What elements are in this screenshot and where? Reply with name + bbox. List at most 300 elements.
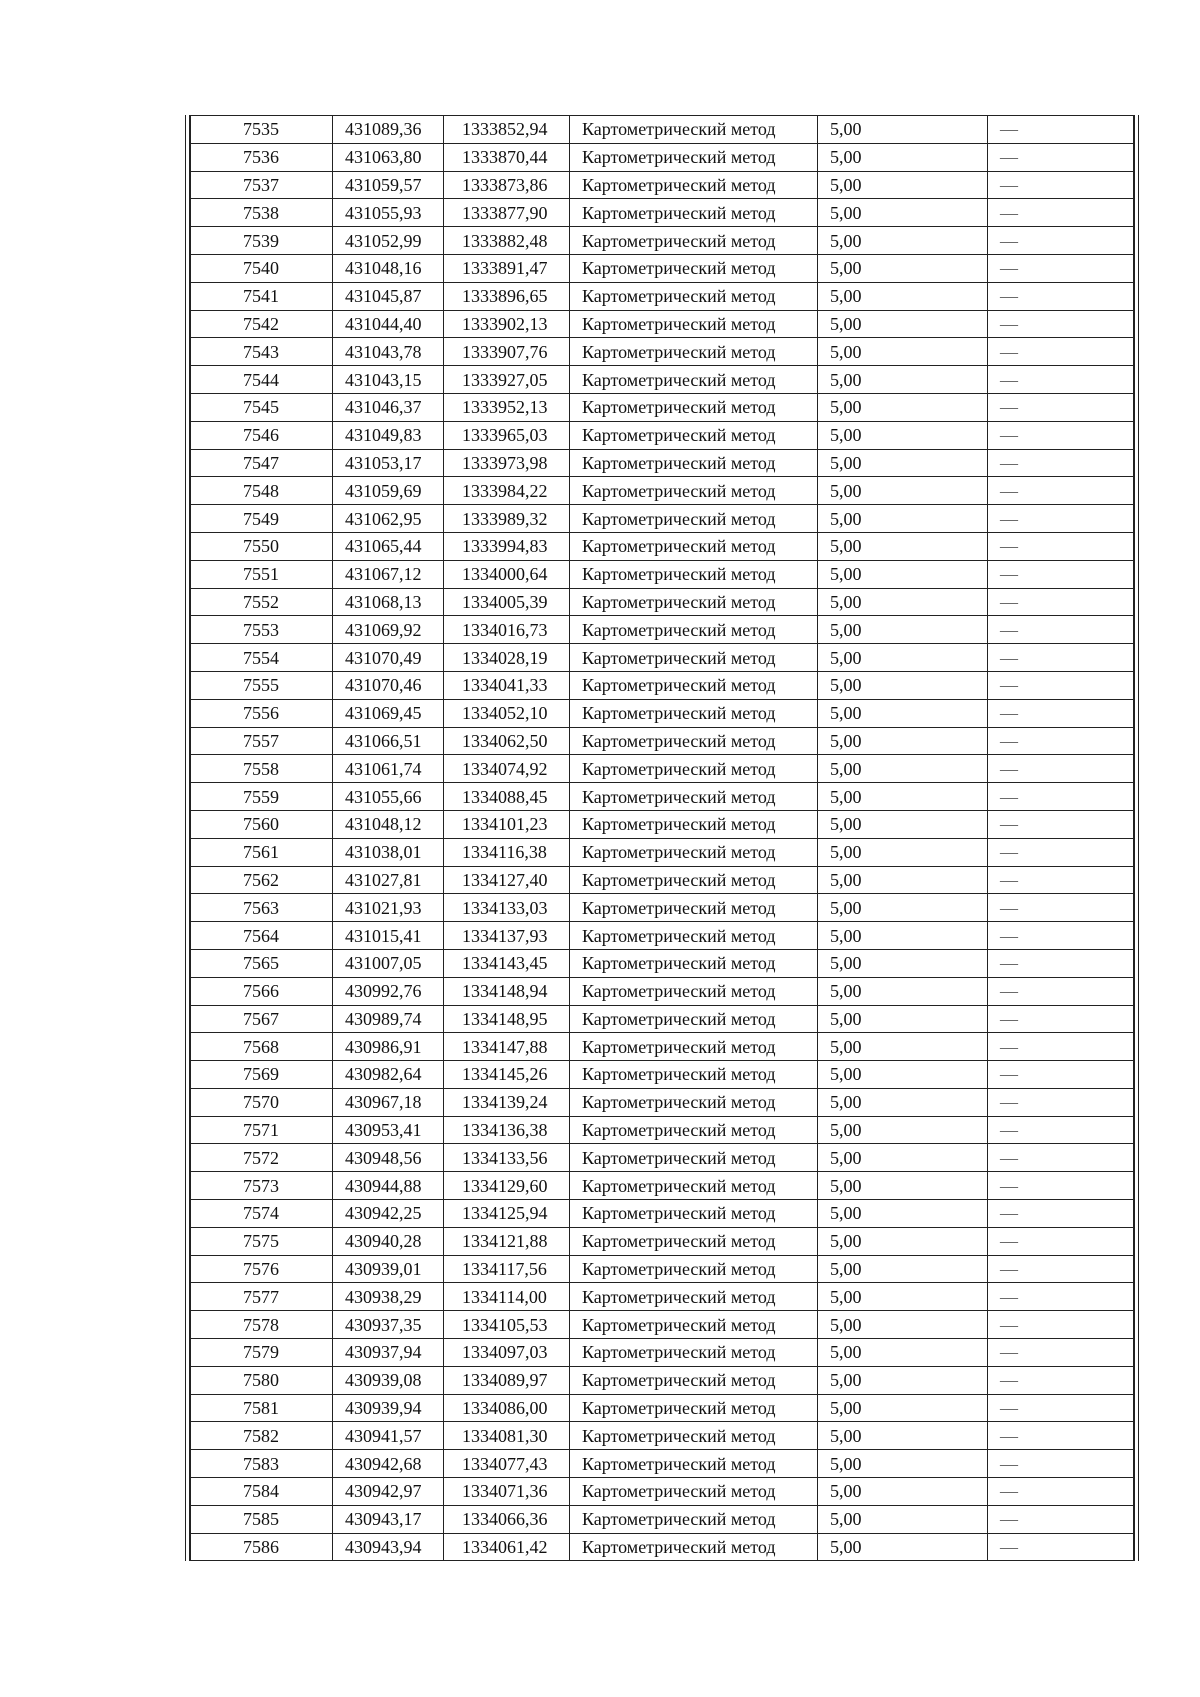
point-description-cell: — <box>988 449 1135 477</box>
table-row <box>190 1088 1135 1116</box>
point-number-cell: 7566 <box>190 977 333 1005</box>
x-coordinate-cell: 431044,40 <box>333 310 444 338</box>
y-coordinate-cell: 1334125,94 <box>444 1200 570 1228</box>
point-number-cell: 7541 <box>190 282 333 310</box>
point-number-cell: 7573 <box>190 1172 333 1200</box>
y-coordinate-cell: 1334129,60 <box>444 1172 570 1200</box>
accuracy-value-cell: 5,00 <box>818 532 988 560</box>
point-description-cell: — <box>988 755 1135 783</box>
point-description-cell: — <box>988 1172 1135 1200</box>
accuracy-value-cell: 5,00 <box>818 671 988 699</box>
determination-method-cell: Картометрический метод <box>570 671 818 699</box>
x-coordinate-cell: 430982,64 <box>333 1061 444 1089</box>
x-coordinate-cell: 430937,94 <box>333 1339 444 1367</box>
y-coordinate-cell: 1334133,56 <box>444 1144 570 1172</box>
point-number-cell: 7544 <box>190 366 333 394</box>
point-number-cell: 7555 <box>190 671 333 699</box>
x-coordinate-cell: 431048,16 <box>333 254 444 282</box>
table-row <box>190 1227 1135 1255</box>
determination-method-cell: Картометрический метод <box>570 699 818 727</box>
y-coordinate-cell: 1333927,05 <box>444 366 570 394</box>
x-coordinate-cell: 430938,29 <box>333 1283 444 1311</box>
point-description-cell: — <box>988 393 1135 421</box>
x-coordinate-cell: 431043,15 <box>333 366 444 394</box>
point-number-cell: 7554 <box>190 644 333 672</box>
y-coordinate-cell: 1334148,95 <box>444 1005 570 1033</box>
point-description-cell: — <box>988 477 1135 505</box>
accuracy-value-cell: 5,00 <box>818 588 988 616</box>
accuracy-value-cell: 5,00 <box>818 783 988 811</box>
determination-method-cell: Картометрический метод <box>570 199 818 227</box>
point-number-cell: 7574 <box>190 1200 333 1228</box>
table-row <box>190 894 1135 922</box>
accuracy-value-cell: 5,00 <box>818 477 988 505</box>
y-coordinate-cell: 1334116,38 <box>444 838 570 866</box>
table-row <box>190 1478 1135 1506</box>
point-description-cell: — <box>988 1227 1135 1255</box>
y-coordinate-cell: 1334097,03 <box>444 1339 570 1367</box>
x-coordinate-cell: 430992,76 <box>333 977 444 1005</box>
point-number-cell: 7537 <box>190 171 333 199</box>
x-coordinate-cell: 431065,44 <box>333 532 444 560</box>
point-description-cell: — <box>988 1116 1135 1144</box>
determination-method-cell: Картометрический метод <box>570 894 818 922</box>
point-number-cell: 7581 <box>190 1394 333 1422</box>
accuracy-value-cell: 5,00 <box>818 1422 988 1450</box>
point-number-cell: 7576 <box>190 1255 333 1283</box>
table-row <box>190 171 1135 199</box>
point-description-cell: — <box>988 1088 1135 1116</box>
table-row <box>190 783 1135 811</box>
point-description-cell: — <box>988 1478 1135 1506</box>
point-description-cell: — <box>988 282 1135 310</box>
y-coordinate-cell: 1334086,00 <box>444 1394 570 1422</box>
determination-method-cell: Картометрический метод <box>570 310 818 338</box>
x-coordinate-cell: 431027,81 <box>333 866 444 894</box>
y-coordinate-cell: 1334117,56 <box>444 1255 570 1283</box>
accuracy-value-cell: 5,00 <box>818 199 988 227</box>
y-coordinate-cell: 1334143,45 <box>444 949 570 977</box>
point-description-cell: — <box>988 1061 1135 1089</box>
y-coordinate-cell: 1334005,39 <box>444 588 570 616</box>
accuracy-value-cell: 5,00 <box>818 254 988 282</box>
x-coordinate-cell: 430967,18 <box>333 1088 444 1116</box>
y-coordinate-cell: 1333873,86 <box>444 171 570 199</box>
accuracy-value-cell: 5,00 <box>818 366 988 394</box>
point-description-cell: — <box>988 588 1135 616</box>
accuracy-value-cell: 5,00 <box>818 1339 988 1367</box>
determination-method-cell: Картометрический метод <box>570 1394 818 1422</box>
y-coordinate-cell: 1334114,00 <box>444 1283 570 1311</box>
y-coordinate-cell: 1334052,10 <box>444 699 570 727</box>
x-coordinate-cell: 430953,41 <box>333 1116 444 1144</box>
point-description-cell: — <box>988 1144 1135 1172</box>
determination-method-cell: Картометрический метод <box>570 1172 818 1200</box>
point-description-cell: — <box>988 866 1135 894</box>
point-description-cell: — <box>988 421 1135 449</box>
x-coordinate-cell: 431063,80 <box>333 143 444 171</box>
x-coordinate-cell: 430941,57 <box>333 1422 444 1450</box>
determination-method-cell: Картометрический метод <box>570 1311 818 1339</box>
determination-method-cell: Картометрический метод <box>570 1200 818 1228</box>
y-coordinate-cell: 1333973,98 <box>444 449 570 477</box>
point-description-cell: — <box>988 1005 1135 1033</box>
point-number-cell: 7564 <box>190 922 333 950</box>
point-number-cell: 7582 <box>190 1422 333 1450</box>
determination-method-cell: Картометрический метод <box>570 171 818 199</box>
point-number-cell: 7567 <box>190 1005 333 1033</box>
table-row <box>190 922 1135 950</box>
determination-method-cell: Картометрический метод <box>570 949 818 977</box>
x-coordinate-cell: 431015,41 <box>333 922 444 950</box>
determination-method-cell: Картометрический метод <box>570 505 818 533</box>
table-row <box>190 1422 1135 1450</box>
point-description-cell: — <box>988 1422 1135 1450</box>
y-coordinate-cell: 1334074,92 <box>444 755 570 783</box>
y-coordinate-cell: 1333989,32 <box>444 505 570 533</box>
x-coordinate-cell: 430939,08 <box>333 1366 444 1394</box>
point-description-cell: — <box>988 1255 1135 1283</box>
point-description-cell: — <box>988 1366 1135 1394</box>
determination-method-cell: Картометрический метод <box>570 1144 818 1172</box>
table-row <box>190 588 1135 616</box>
point-description-cell: — <box>988 1339 1135 1367</box>
accuracy-value-cell: 5,00 <box>818 616 988 644</box>
determination-method-cell: Картометрический метод <box>570 1339 818 1367</box>
table-row <box>190 1116 1135 1144</box>
determination-method-cell: Картометрический метод <box>570 866 818 894</box>
y-coordinate-cell: 1334071,36 <box>444 1478 570 1506</box>
point-description-cell: — <box>988 143 1135 171</box>
accuracy-value-cell: 5,00 <box>818 1144 988 1172</box>
accuracy-value-cell: 5,00 <box>818 1227 988 1255</box>
y-coordinate-cell: 1334147,88 <box>444 1033 570 1061</box>
determination-method-cell: Картометрический метод <box>570 532 818 560</box>
x-coordinate-cell: 431062,95 <box>333 505 444 533</box>
point-description-cell: — <box>988 505 1135 533</box>
y-coordinate-cell: 1334105,53 <box>444 1311 570 1339</box>
y-coordinate-cell: 1334088,45 <box>444 783 570 811</box>
accuracy-value-cell: 5,00 <box>818 282 988 310</box>
point-number-cell: 7571 <box>190 1116 333 1144</box>
coordinates-table-body <box>190 116 1135 1561</box>
accuracy-value-cell: 5,00 <box>818 727 988 755</box>
y-coordinate-cell: 1333902,13 <box>444 310 570 338</box>
x-coordinate-cell: 430942,68 <box>333 1450 444 1478</box>
table-row <box>190 1366 1135 1394</box>
determination-method-cell: Картометрический метод <box>570 1255 818 1283</box>
x-coordinate-cell: 430989,74 <box>333 1005 444 1033</box>
x-coordinate-cell: 430943,17 <box>333 1505 444 1533</box>
table-row <box>190 505 1135 533</box>
point-number-cell: 7540 <box>190 254 333 282</box>
y-coordinate-cell: 1333891,47 <box>444 254 570 282</box>
point-number-cell: 7539 <box>190 227 333 255</box>
table-row <box>190 310 1135 338</box>
point-description-cell: — <box>988 254 1135 282</box>
table-right-double-border <box>1133 115 1139 1561</box>
point-description-cell: — <box>988 783 1135 811</box>
y-coordinate-cell: 1333870,44 <box>444 143 570 171</box>
table-row <box>190 1200 1135 1228</box>
accuracy-value-cell: 5,00 <box>818 1255 988 1283</box>
point-description-cell: — <box>988 1200 1135 1228</box>
y-coordinate-cell: 1334145,26 <box>444 1061 570 1089</box>
x-coordinate-cell: 431070,49 <box>333 644 444 672</box>
point-number-cell: 7570 <box>190 1088 333 1116</box>
point-description-cell: — <box>988 838 1135 866</box>
table-row <box>190 254 1135 282</box>
point-number-cell: 7560 <box>190 810 333 838</box>
determination-method-cell: Картометрический метод <box>570 1533 818 1561</box>
point-number-cell: 7557 <box>190 727 333 755</box>
x-coordinate-cell: 430939,01 <box>333 1255 444 1283</box>
accuracy-value-cell: 5,00 <box>818 699 988 727</box>
accuracy-value-cell: 5,00 <box>818 1172 988 1200</box>
point-number-cell: 7556 <box>190 699 333 727</box>
x-coordinate-cell: 431055,66 <box>333 783 444 811</box>
point-number-cell: 7565 <box>190 949 333 977</box>
accuracy-value-cell: 5,00 <box>818 1061 988 1089</box>
table-row <box>190 1533 1135 1561</box>
determination-method-cell: Картометрический метод <box>570 1005 818 1033</box>
accuracy-value-cell: 5,00 <box>818 1394 988 1422</box>
determination-method-cell: Картометрический метод <box>570 1450 818 1478</box>
determination-method-cell: Картометрический метод <box>570 116 818 144</box>
table-row <box>190 1144 1135 1172</box>
x-coordinate-cell: 431021,93 <box>333 894 444 922</box>
determination-method-cell: Картометрический метод <box>570 449 818 477</box>
point-number-cell: 7584 <box>190 1478 333 1506</box>
x-coordinate-cell: 431049,83 <box>333 421 444 449</box>
table-row <box>190 449 1135 477</box>
table-row <box>190 421 1135 449</box>
point-description-cell: — <box>988 727 1135 755</box>
determination-method-cell: Картометрический метод <box>570 616 818 644</box>
table-row <box>190 755 1135 783</box>
x-coordinate-cell: 430942,25 <box>333 1200 444 1228</box>
determination-method-cell: Картометрический метод <box>570 1088 818 1116</box>
determination-method-cell: Картометрический метод <box>570 560 818 588</box>
determination-method-cell: Картометрический метод <box>570 1227 818 1255</box>
table-row <box>190 866 1135 894</box>
accuracy-value-cell: 5,00 <box>818 1033 988 1061</box>
point-description-cell: — <box>988 1533 1135 1561</box>
x-coordinate-cell: 430944,88 <box>333 1172 444 1200</box>
accuracy-value-cell: 5,00 <box>818 1505 988 1533</box>
table-row <box>190 1311 1135 1339</box>
y-coordinate-cell: 1334077,43 <box>444 1450 570 1478</box>
x-coordinate-cell: 431048,12 <box>333 810 444 838</box>
y-coordinate-cell: 1334061,42 <box>444 1533 570 1561</box>
y-coordinate-cell: 1334041,33 <box>444 671 570 699</box>
x-coordinate-cell: 430939,94 <box>333 1394 444 1422</box>
table-row <box>190 1505 1135 1533</box>
x-coordinate-cell: 431059,69 <box>333 477 444 505</box>
point-number-cell: 7563 <box>190 894 333 922</box>
table-row <box>190 532 1135 560</box>
point-description-cell: — <box>988 560 1135 588</box>
y-coordinate-cell: 1333896,65 <box>444 282 570 310</box>
y-coordinate-cell: 1333877,90 <box>444 199 570 227</box>
table-row <box>190 143 1135 171</box>
table-row <box>190 338 1135 366</box>
table-row <box>190 616 1135 644</box>
y-coordinate-cell: 1333882,48 <box>444 227 570 255</box>
y-coordinate-cell: 1333984,22 <box>444 477 570 505</box>
accuracy-value-cell: 5,00 <box>818 949 988 977</box>
point-description-cell: — <box>988 644 1135 672</box>
table-row <box>190 393 1135 421</box>
point-description-cell: — <box>988 338 1135 366</box>
point-number-cell: 7535 <box>190 116 333 144</box>
point-number-cell: 7546 <box>190 421 333 449</box>
determination-method-cell: Картометрический метод <box>570 644 818 672</box>
point-number-cell: 7559 <box>190 783 333 811</box>
point-number-cell: 7552 <box>190 588 333 616</box>
determination-method-cell: Картометрический метод <box>570 838 818 866</box>
y-coordinate-cell: 1334062,50 <box>444 727 570 755</box>
y-coordinate-cell: 1334121,88 <box>444 1227 570 1255</box>
point-number-cell: 7558 <box>190 755 333 783</box>
x-coordinate-cell: 431038,01 <box>333 838 444 866</box>
y-coordinate-cell: 1334016,73 <box>444 616 570 644</box>
coordinates-table <box>189 115 1135 1561</box>
table-row <box>190 1005 1135 1033</box>
accuracy-value-cell: 5,00 <box>818 1116 988 1144</box>
x-coordinate-cell: 431066,51 <box>333 727 444 755</box>
x-coordinate-cell: 431067,12 <box>333 560 444 588</box>
determination-method-cell: Картометрический метод <box>570 393 818 421</box>
accuracy-value-cell: 5,00 <box>818 1366 988 1394</box>
point-number-cell: 7580 <box>190 1366 333 1394</box>
accuracy-value-cell: 5,00 <box>818 810 988 838</box>
determination-method-cell: Картометрический метод <box>570 783 818 811</box>
table-row <box>190 1061 1135 1089</box>
determination-method-cell: Картометрический метод <box>570 1505 818 1533</box>
determination-method-cell: Картометрический метод <box>570 727 818 755</box>
point-description-cell: — <box>988 1394 1135 1422</box>
x-coordinate-cell: 430943,94 <box>333 1533 444 1561</box>
x-coordinate-cell: 431045,87 <box>333 282 444 310</box>
y-coordinate-cell: 1334089,97 <box>444 1366 570 1394</box>
table-row <box>190 366 1135 394</box>
y-coordinate-cell: 1334127,40 <box>444 866 570 894</box>
accuracy-value-cell: 5,00 <box>818 505 988 533</box>
y-coordinate-cell: 1334101,23 <box>444 810 570 838</box>
x-coordinate-cell: 431055,93 <box>333 199 444 227</box>
point-number-cell: 7561 <box>190 838 333 866</box>
point-description-cell: — <box>988 949 1135 977</box>
x-coordinate-cell: 431059,57 <box>333 171 444 199</box>
determination-method-cell: Картометрический метод <box>570 227 818 255</box>
accuracy-value-cell: 5,00 <box>818 866 988 894</box>
point-number-cell: 7547 <box>190 449 333 477</box>
accuracy-value-cell: 5,00 <box>818 116 988 144</box>
accuracy-value-cell: 5,00 <box>818 1088 988 1116</box>
table-row <box>190 699 1135 727</box>
table-row <box>190 1172 1135 1200</box>
point-number-cell: 7550 <box>190 532 333 560</box>
y-coordinate-cell: 1333994,83 <box>444 532 570 560</box>
point-description-cell: — <box>988 1311 1135 1339</box>
determination-method-cell: Картометрический метод <box>570 477 818 505</box>
accuracy-value-cell: 5,00 <box>818 560 988 588</box>
y-coordinate-cell: 1334136,38 <box>444 1116 570 1144</box>
point-number-cell: 7548 <box>190 477 333 505</box>
table-row <box>190 282 1135 310</box>
determination-method-cell: Картометрический метод <box>570 1478 818 1506</box>
x-coordinate-cell: 430940,28 <box>333 1227 444 1255</box>
x-coordinate-cell: 430942,97 <box>333 1478 444 1506</box>
x-coordinate-cell: 431069,92 <box>333 616 444 644</box>
point-number-cell: 7579 <box>190 1339 333 1367</box>
table-row <box>190 199 1135 227</box>
point-number-cell: 7586 <box>190 1533 333 1561</box>
determination-method-cell: Картометрический метод <box>570 366 818 394</box>
x-coordinate-cell: 430937,35 <box>333 1311 444 1339</box>
point-description-cell: — <box>988 227 1135 255</box>
x-coordinate-cell: 431069,45 <box>333 699 444 727</box>
determination-method-cell: Картометрический метод <box>570 1116 818 1144</box>
table-row <box>190 977 1135 1005</box>
x-coordinate-cell: 430948,56 <box>333 1144 444 1172</box>
y-coordinate-cell: 1334148,94 <box>444 977 570 1005</box>
accuracy-value-cell: 5,00 <box>818 338 988 366</box>
x-coordinate-cell: 431007,05 <box>333 949 444 977</box>
point-description-cell: — <box>988 310 1135 338</box>
accuracy-value-cell: 5,00 <box>818 1533 988 1561</box>
table-row <box>190 560 1135 588</box>
point-description-cell: — <box>988 1450 1135 1478</box>
x-coordinate-cell: 431043,78 <box>333 338 444 366</box>
accuracy-value-cell: 5,00 <box>818 449 988 477</box>
y-coordinate-cell: 1334081,30 <box>444 1422 570 1450</box>
accuracy-value-cell: 5,00 <box>818 977 988 1005</box>
table-row <box>190 1394 1135 1422</box>
determination-method-cell: Картометрический метод <box>570 1422 818 1450</box>
accuracy-value-cell: 5,00 <box>818 838 988 866</box>
determination-method-cell: Картометрический метод <box>570 810 818 838</box>
table-row <box>190 1283 1135 1311</box>
y-coordinate-cell: 1334028,19 <box>444 644 570 672</box>
accuracy-value-cell: 5,00 <box>818 755 988 783</box>
table-row <box>190 1255 1135 1283</box>
table-left-double-border <box>185 115 191 1561</box>
y-coordinate-cell: 1334133,03 <box>444 894 570 922</box>
accuracy-value-cell: 5,00 <box>818 1478 988 1506</box>
point-number-cell: 7553 <box>190 616 333 644</box>
x-coordinate-cell: 431061,74 <box>333 755 444 783</box>
table-row <box>190 227 1135 255</box>
accuracy-value-cell: 5,00 <box>818 644 988 672</box>
point-number-cell: 7578 <box>190 1311 333 1339</box>
accuracy-value-cell: 5,00 <box>818 894 988 922</box>
accuracy-value-cell: 5,00 <box>818 143 988 171</box>
determination-method-cell: Картометрический метод <box>570 588 818 616</box>
determination-method-cell: Картометрический метод <box>570 282 818 310</box>
accuracy-value-cell: 5,00 <box>818 922 988 950</box>
point-description-cell: — <box>988 699 1135 727</box>
table-row <box>190 116 1135 144</box>
point-number-cell: 7542 <box>190 310 333 338</box>
table-row <box>190 727 1135 755</box>
point-description-cell: — <box>988 199 1135 227</box>
y-coordinate-cell: 1333965,03 <box>444 421 570 449</box>
determination-method-cell: Картометрический метод <box>570 977 818 1005</box>
table-row <box>190 644 1135 672</box>
point-number-cell: 7545 <box>190 393 333 421</box>
